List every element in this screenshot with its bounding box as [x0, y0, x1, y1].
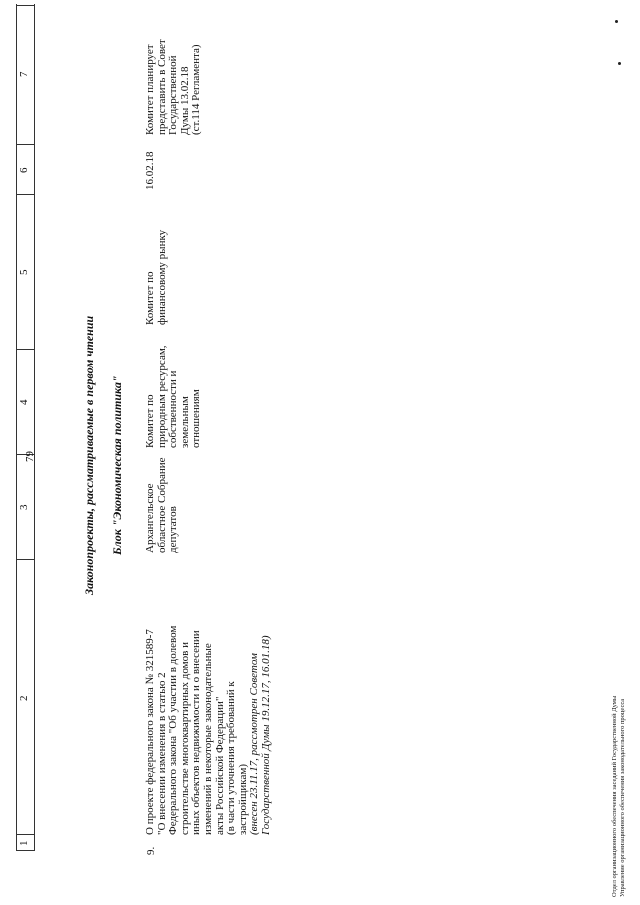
header-bottom-rule — [34, 4, 35, 851]
column-header-5: 5 — [18, 269, 30, 275]
responsible-committee-cell: Комитет по природным ресурсам, собственности и земельным отношениям — [144, 345, 203, 448]
scan-speck — [618, 62, 621, 65]
column-header-4: 4 — [18, 399, 30, 405]
header-divider — [16, 5, 34, 6]
header-divider — [16, 194, 34, 195]
row-number: 9. — [145, 846, 157, 855]
column-header-3: 3 — [18, 504, 30, 510]
co-executor-cell: Комитет по финансовому рынку — [144, 229, 168, 325]
bill-note: (внесен 23.11.17, рассмотрен Советом Государственной Думы 19.12.17, 16.01.18) — [248, 635, 272, 835]
header-divider — [16, 559, 34, 560]
column-header-7: 7 — [18, 71, 30, 77]
footer-text: Отдел организационного обеспечения заседаний Государственной Думы Управление организационного обеспечения законодательного процесса — [611, 695, 626, 897]
header-divider — [16, 144, 34, 145]
column-header-6: 6 — [18, 167, 30, 173]
section-heading: Законопроекты, рассматриваемые в первом чтении — [82, 315, 96, 595]
header-divider — [16, 349, 34, 350]
bill-title: О проекте федерального закона № 321589-7 "О внесении изменения в статью 2 Федерального закона "Об участии в долевом строительстве многоквартирных домов и иных объектов недвижимости и о внесении изменений в некоторые законодательные акты Российской Федерации" (в части уточнения требований к застройщикам) — [144, 625, 249, 835]
remark-cell: Комитет планирует представить в Совет Государственной Думы 13.02.18 (ст.114 Регламента) — [144, 39, 203, 135]
header-divider — [16, 850, 34, 851]
header-top-rule — [16, 4, 17, 851]
page-number: 79 — [24, 451, 36, 462]
block-heading: Блок "Экономическая политика" — [110, 375, 124, 555]
column-header-2: 2 — [18, 695, 30, 701]
column-header-1: 1 — [18, 840, 30, 846]
date-cell: 16.02.18 — [144, 151, 156, 190]
scan-speck — [615, 20, 618, 23]
initiator-cell: Архангельское областное Собрание депутатов — [144, 457, 180, 553]
header-divider — [16, 834, 34, 835]
